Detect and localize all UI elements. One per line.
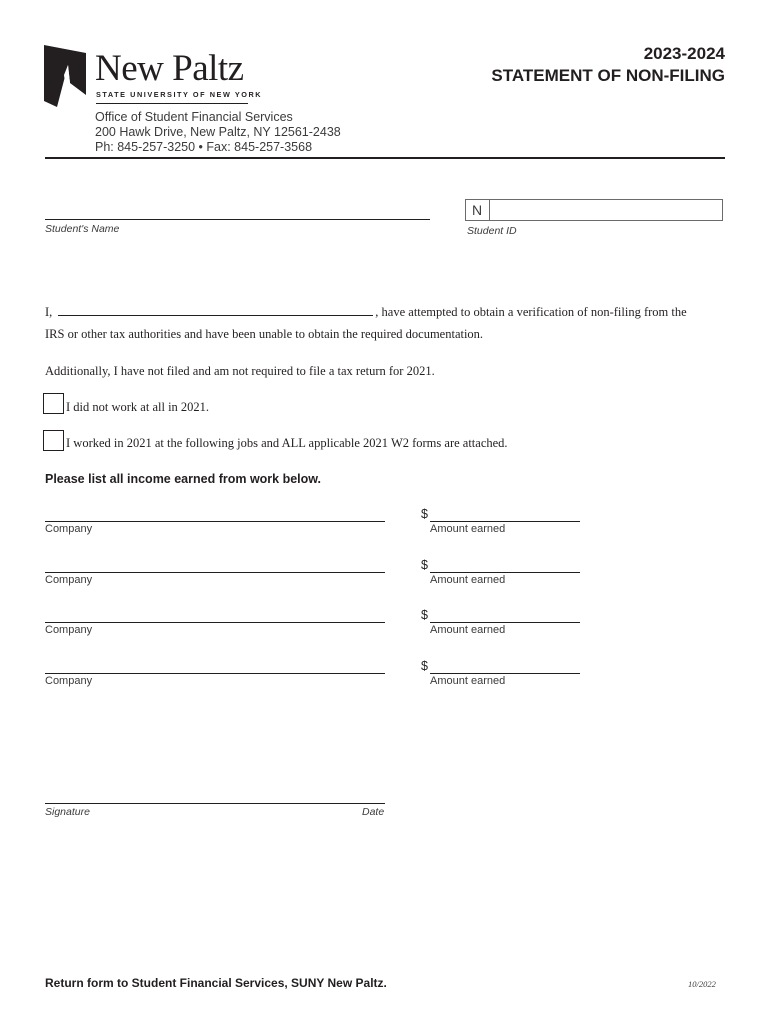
return-instructions: Return form to Student Financial Services, SUNY New Paltz.: [45, 976, 387, 990]
declarant-name-field[interactable]: [58, 305, 373, 316]
student-name-label: Student's Name: [45, 223, 120, 235]
office-name: Office of Student Financial Services: [95, 110, 293, 124]
logo-subtitle: STATE UNIVERSITY OF NEW YORK: [96, 90, 263, 99]
form-year: 2023-2024: [643, 44, 725, 63]
worked-checkbox[interactable]: [43, 430, 64, 451]
student-id-prefix: N: [465, 199, 490, 221]
company-field[interactable]: [45, 572, 385, 573]
new-paltz-logo-icon: [44, 45, 86, 107]
did-not-work-checkbox[interactable]: [43, 393, 64, 414]
currency-symbol: $: [421, 507, 428, 521]
statement-line-1-start: I,: [45, 305, 53, 319]
statement-line-1: [45, 305, 687, 320]
amount-earned-label: Amount earned: [430, 624, 506, 636]
date-label: Date: [362, 806, 385, 818]
amount-earned-label: Amount earned: [430, 675, 506, 687]
header-divider: [45, 157, 725, 159]
did-not-work-label: I did not work at all in 2021.: [66, 400, 210, 414]
worked-label: I worked in 2021 at the following jobs and ALL applicable 2021 W2 forms are attached.: [66, 436, 508, 450]
amount-earned-label: Amount earned: [430, 574, 506, 586]
logo-divider: [96, 103, 248, 104]
company-label: Company: [45, 523, 93, 535]
office-address: 200 Hawk Drive, New Paltz, NY 12561-2438: [95, 125, 341, 139]
amount-earned-label: Amount earned: [430, 523, 506, 535]
amount-earned-field[interactable]: [430, 622, 580, 623]
student-id-label: Student ID: [467, 225, 517, 237]
revision-date: 10/2022: [688, 979, 716, 989]
company-field[interactable]: [45, 673, 385, 674]
statement-line-3: Additionally, I have not filed and am not required to file a tax return for 2021.: [45, 364, 435, 378]
form-title: STATEMENT OF NON-FILING: [491, 66, 725, 85]
student-name-field[interactable]: [45, 219, 430, 220]
income-heading: Please list all income earned from work below.: [45, 472, 322, 486]
amount-earned-field[interactable]: [430, 673, 580, 674]
company-field[interactable]: [45, 622, 385, 623]
statement-line-2: IRS or other tax authorities and have been unable to obtain the required documentation.: [45, 327, 484, 341]
currency-symbol: $: [421, 608, 428, 622]
office-contact-block: [95, 110, 341, 155]
logo-wordmark: New Paltz: [95, 48, 244, 89]
currency-symbol: $: [421, 659, 428, 673]
company-field[interactable]: [45, 521, 385, 522]
signature-field[interactable]: [45, 803, 385, 804]
company-label: Company: [45, 624, 93, 636]
amount-earned-field[interactable]: [430, 572, 580, 573]
amount-earned-field[interactable]: [430, 521, 580, 522]
currency-symbol: $: [421, 558, 428, 572]
statement-line-1-end: , have attempted to obtain a verification of non-filing from the: [375, 305, 687, 319]
signature-label: Signature: [45, 806, 90, 818]
company-label: Company: [45, 574, 93, 586]
student-id-field[interactable]: [465, 199, 723, 221]
office-phone-fax: Ph: 845-257-3250 • Fax: 845-257-3568: [95, 140, 313, 154]
company-label: Company: [45, 675, 93, 687]
